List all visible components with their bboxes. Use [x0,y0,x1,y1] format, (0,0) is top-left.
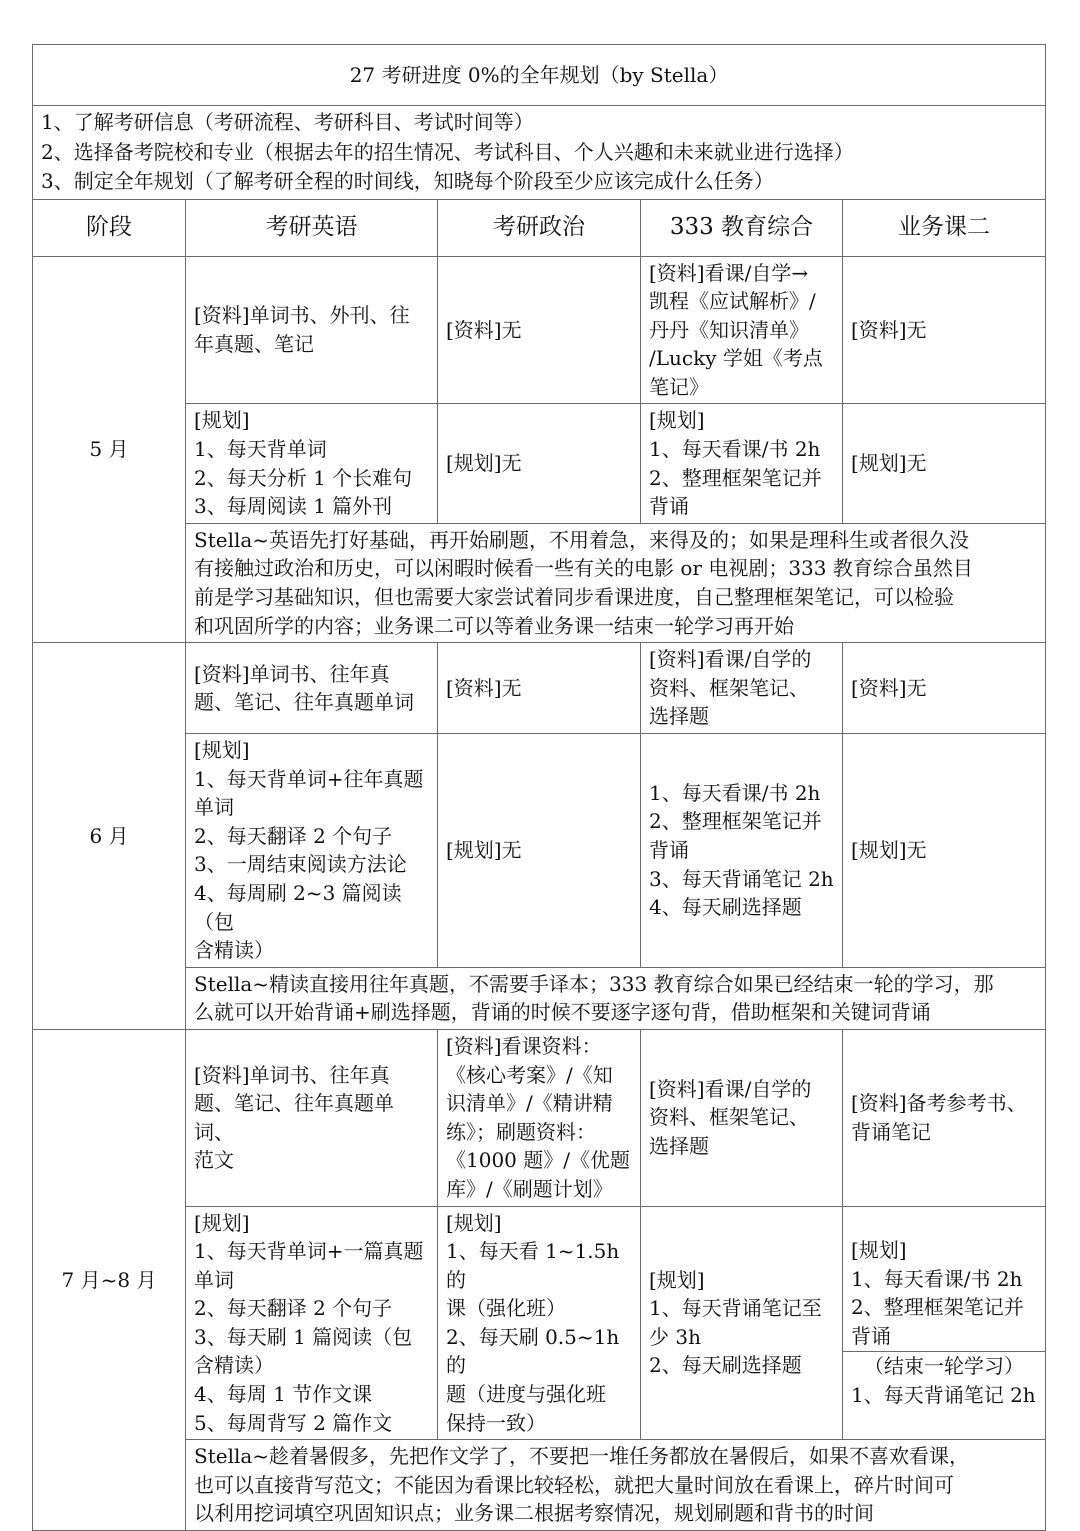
plans-course2: [规划] 1、每天看课/书 2h 2、整理框架笔记并 背诵 （结束一轮学习） 1、每天背诵笔记 2h [843,1206,1046,1440]
intro-step: 1、了解考研信息（考研流程、考研科目、考试时间等） [41,110,534,134]
plans-edu333: 1、每天看课/书 2h 2、整理框架笔记并 背诵 3、每天背诵笔记 2h 4、每天刷选择题 [641,734,843,968]
resources-politics: [资料]无 [438,643,641,734]
resources-politics: [资料]看课资料： 《核心考案》/《知 识清单》/《精讲精 练》；刷题资料： 《1000 题》/《优题 库》/《刷题计划》 [438,1029,641,1206]
resources-english: [资料]单词书、往年真 题、笔记、往年真题单词、 范文 [186,1029,438,1206]
stage-resources-row [33,256,1046,404]
plans-course2: [规划]无 [843,734,1046,968]
intro-step: 3、制定全年规划（了解考研全程的时间线，知晓每个阶段至少应该完成什么任务） [41,169,774,193]
resources-english: [资料]单词书、往年真 题、笔记、往年真题单词 [186,643,438,734]
resources-course2: [资料]无 [843,643,1046,734]
stage-note: Stella~趁着暑假多，先把作文学了，不要把一堆任务都放在暑假后，如果不喜欢看课， 也可以直接背写范文；不能因为看课比较轻松，就把大量时间放在看课上，碎片时间可 以利用挖词填空巩固知识点；业务课二根据考察情况，规划刷题和背书的时间 [186,1440,1046,1531]
resources-course2: [资料]备考参考书、 背诵笔记 [843,1029,1046,1206]
plans-english: [规划] 1、每天背单词+往年真题 单词 2、每天翻译 2 个句子 3、一周结束阅读方法论 4、每周刷 2~3 篇阅读（包 含精读） [186,734,438,968]
intro-steps [33,106,1046,200]
resources-edu333: [资料]看课/自学的 资料、框架笔记、 选择题 [641,1029,843,1206]
plans-politics: [规划]无 [438,734,641,968]
resources-edu333: [资料]看课/自学→ 凯程《应试解析》/ 丹丹《知识清单》 /Lucky 学姐《考点 笔记》 [641,256,843,404]
stage-resources-row [33,643,1046,734]
stage-note: Stella~精读直接用往年真题，不需要手译本；333 教育综合如果已经结束一轮的学习，那 么就可以开始背诵+刷选择题，背诵的时候不要逐字逐句背，借助框架和关键词背诵 [186,967,1046,1029]
stage-label: 7 月~8 月 [33,1029,186,1530]
header-row [33,199,1046,256]
resources-edu333: [资料]看课/自学的 资料、框架笔记、 选择题 [641,643,843,734]
intro-step: 2、选择备考院校和专业（根据去年的招生情况、考试科目、个人兴趣和未来就业进行选择） [41,139,854,164]
table-title: 27 考研进度 0%的全年规划（by Stella） [33,45,1046,106]
plans-course2: [规划]无 [843,404,1046,523]
study-plan-table [32,44,1046,1531]
plans-politics: [规划]无 [438,404,641,523]
plans-english: [规划] 1、每天背单词+一篇真题 单词 2、每天翻译 2 个句子 3、每天刷 1 篇阅读（包 含精读） 4、每周 1 节作文课 5、每周背写 2 篇作文 [186,1206,438,1440]
stage-resources-row [33,1029,1046,1206]
stage-label: 6 月 [33,643,186,1030]
stage-note: Stella~英语先打好基础，再开始刷题，不用着急，来得及的；如果是理科生或者很久没 有接触过政治和历史，可以闲暇时候看一些有关的电影 or 电视剧；333 教育综合虽然目 前是学习基础知识，但也需要大家尝试着同步看课进度，自己整理框架笔记，可以检验 和巩固所学的内容；业务课二可以等着业务课一结束一轮学习再开始 [186,523,1046,642]
header-stage: 阶段 [33,199,186,256]
plans-edu333: [规划] 1、每天看课/书 2h 2、整理框架笔记并 背诵 [641,404,843,523]
header-english: 考研英语 [186,199,438,256]
header-edu333: 333 教育综合 [641,199,843,256]
plans-politics: [规划] 1、每天看 1~1.5h 的 课（强化班） 2、每天刷 0.5~1h 的 题（进度与强化班 保持一致） [438,1206,641,1440]
stage-label: 5 月 [33,256,186,643]
header-course2: 业务课二 [843,199,1046,256]
header-politics: 考研政治 [438,199,641,256]
resources-english: [资料]单词书、外刊、往 年真题、笔记 [186,256,438,404]
plans-english: [规划] 1、每天背单词 2、每天分析 1 个长难句 3、每周阅读 1 篇外刊 [186,404,438,523]
plans-edu333: [规划] 1、每天背诵笔记至 少 3h 2、每天刷选择题 [641,1206,843,1440]
resources-politics: [资料]无 [438,256,641,404]
resources-course2: [资料]无 [843,256,1046,404]
